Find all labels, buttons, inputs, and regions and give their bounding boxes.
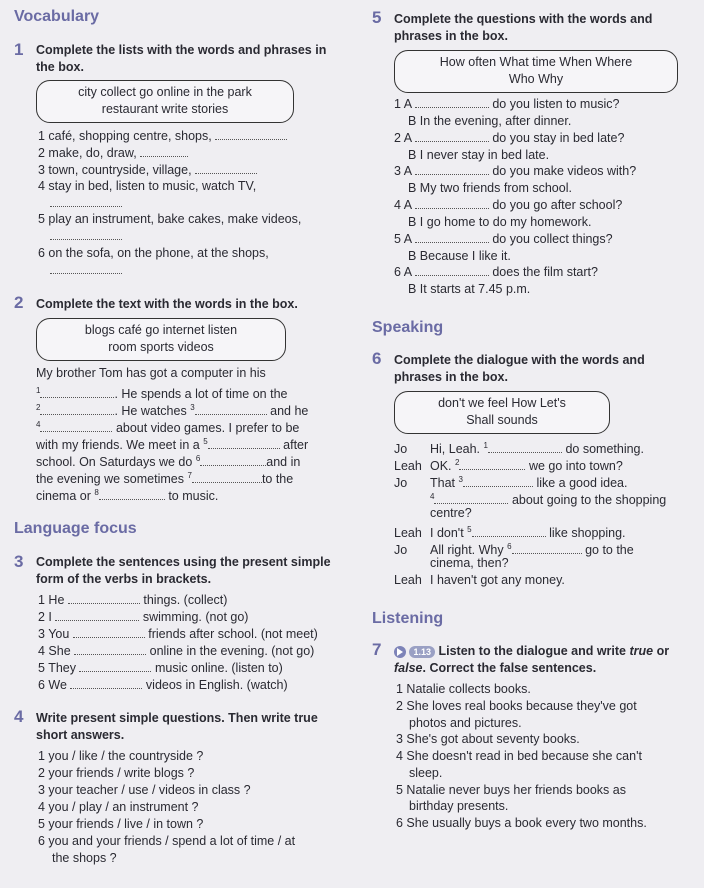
instruction-text-true: true (629, 644, 654, 658)
ex7-item-5-cont: birthday presents. (409, 799, 509, 813)
word-box-line-2: Shall sounds (466, 413, 538, 427)
ex3-start: 1 He (38, 593, 65, 607)
answer-gap[interactable] (215, 129, 287, 140)
ex2-text: He spends a lot of time on the (121, 387, 288, 402)
speaker-name: Leah (394, 526, 422, 541)
ex1-item-6-gap[interactable] (50, 262, 122, 279)
exercise-4-instruction-line-2: short answers. (36, 728, 125, 742)
ex5-q-text: do you make videos with? (492, 164, 637, 178)
ex2-text: the evening we sometimes (36, 472, 184, 487)
dialogue-text: OK. (430, 459, 452, 474)
exercise-6-instruction-line-2: phrases in the box. (394, 370, 508, 384)
answer-gap[interactable] (415, 164, 489, 175)
dialogue-text: about going to the shopping (511, 493, 667, 508)
ex5-q-label: 3 A (394, 164, 412, 178)
ex5-q4 (394, 197, 622, 214)
ex1-item-6: 6 on the sofa, on the phone, at the shops, (38, 246, 269, 260)
ex5-q6 (394, 264, 598, 281)
exercise-5-number: 5 (372, 8, 382, 27)
gap-number: 5 (467, 525, 472, 534)
listening-heading: Listening (372, 610, 444, 627)
dialogue-text: we go into town? (528, 459, 623, 474)
answer-gap[interactable] (79, 661, 151, 672)
dialogue-text: That (430, 476, 456, 491)
ex3-end: friends after school. (not meet) (148, 627, 318, 641)
ex5-q-label: 1 A (394, 97, 412, 111)
dialogue-text: Hi, Leah. (430, 442, 481, 457)
exercise-1-word-box (36, 80, 294, 123)
gap-number: 1 (36, 386, 41, 395)
ex2-text: to the (261, 472, 294, 487)
word-box-line-2: room sports videos (108, 340, 214, 354)
exercise-3-number: 3 (14, 552, 24, 571)
exercise-5-word-box (394, 50, 678, 93)
ex3-item-1 (38, 592, 227, 609)
ex1-item-2-text: 2 make, do, draw, (38, 146, 137, 160)
ex2-line-8 (36, 484, 218, 505)
ex1-item-4-gap[interactable] (50, 195, 122, 212)
ex7-item-4: 4 She doesn't read in bed because she can't (396, 749, 642, 763)
ex3-start: 2 I (38, 610, 52, 624)
ex5-q5 (394, 231, 613, 248)
ex5-a5: B Because I like it. (408, 249, 511, 263)
ex3-item-5 (38, 660, 283, 677)
gap-number: 8 (94, 488, 99, 497)
speaker-name: Leah (394, 459, 422, 474)
ex7-item-5: 5 Natalie never buys her friends books as (396, 783, 626, 797)
answer-gap[interactable] (68, 593, 140, 604)
ex7-item-3: 3 She's got about seventy books. (396, 732, 580, 746)
speaker-name: Jo (394, 543, 408, 558)
speaker-name: Jo (394, 476, 408, 491)
gap-number: 3 (458, 475, 463, 484)
word-box-line-2: restaurant write stories (101, 102, 229, 116)
ex5-q-text: do you collect things? (492, 232, 613, 246)
exercise-1-number: 1 (14, 40, 24, 59)
answer-gap[interactable] (488, 442, 562, 453)
ex5-a2: B I never stay in bed late. (408, 148, 550, 162)
answer-gap[interactable] (195, 163, 257, 174)
answer-gap[interactable] (434, 493, 508, 504)
word-box-line-2: Who Why (508, 72, 564, 86)
answer-gap[interactable] (472, 526, 546, 537)
ex5-q-text: do you go after school? (492, 198, 623, 212)
ex7-item-6: 6 She usually buys a book every two months. (396, 816, 647, 830)
answer-gap[interactable] (74, 644, 146, 655)
ex3-end: online in the evening. (not go) (149, 644, 315, 658)
ex3-end: music online. (listen to) (154, 661, 283, 675)
ex5-q1 (394, 96, 620, 113)
exercise-2-instruction: Complete the text with the words in the box. (36, 297, 298, 311)
exercise-5-instruction-line-1: Complete the questions with the words and (394, 12, 653, 26)
dialogue-text: I haven't got any money. (430, 573, 565, 587)
ex2-line-1: My brother Tom has got a computer in his (36, 366, 266, 380)
answer-gap[interactable] (55, 610, 139, 621)
ex3-end: swimming. (not go) (142, 610, 249, 624)
ex5-q-label: 6 A (394, 265, 412, 279)
ex4-item-1: 1 you / like / the countryside ? (38, 749, 204, 763)
ex5-q-text: does the film start? (492, 265, 598, 279)
language-focus-heading: Language focus (14, 520, 137, 537)
ex5-a4: B I go home to do my homework. (408, 215, 592, 229)
ex3-start: 4 She (38, 644, 71, 658)
ex2-text: about video games. I prefer to be (115, 421, 300, 436)
ex2-text: and he (270, 404, 309, 419)
vocabulary-heading: Vocabulary (14, 8, 100, 25)
answer-gap[interactable] (208, 438, 280, 449)
instruction-text-or: or (656, 644, 670, 658)
ex5-q-text: do you listen to music? (492, 97, 620, 111)
dialogue-line-6-cont: cinema, then? (430, 556, 509, 570)
ex5-a6: B It starts at 7.45 p.m. (408, 282, 531, 296)
answer-gap[interactable] (415, 131, 489, 142)
instruction-text-false: false (394, 661, 423, 675)
ex1-item-2 (38, 145, 188, 162)
gap-number: 1 (483, 441, 488, 450)
ex2-text: cinema or (36, 489, 91, 504)
dialogue-text: go to the (585, 543, 634, 558)
answer-gap[interactable] (73, 627, 145, 638)
ex3-item-6 (38, 677, 288, 694)
answer-gap[interactable] (40, 387, 114, 398)
ex3-item-2 (38, 609, 248, 626)
ex4-item-5: 5 your friends / live / in town ? (38, 817, 204, 831)
audio-icon[interactable] (394, 646, 406, 658)
gap-number: 7 (187, 471, 192, 480)
exercise-2-word-box (36, 318, 286, 361)
dialogue-line-7 (394, 572, 565, 589)
gap-number: 4 (430, 492, 435, 501)
gap-number: 3 (190, 403, 195, 412)
instruction-text: Listen to the dialogue and write (438, 644, 627, 658)
answer-gap[interactable] (415, 232, 489, 243)
instruction-text: . Correct the false sentences. (422, 661, 597, 675)
exercise-7-number: 7 (372, 640, 382, 659)
track-number: 1.13 (409, 646, 435, 658)
dialogue-text: All right. Why (430, 543, 504, 558)
ex1-item-3-text: 3 town, countryside, village, (38, 163, 192, 177)
ex4-item-6: 6 you and your friends / spend a lot of time / at (38, 834, 296, 848)
ex4-item-3: 3 your teacher / use / videos in class ? (38, 783, 251, 797)
ex1-item-1 (38, 128, 287, 145)
ex4-item-6-cont: the shops ? (52, 851, 117, 865)
answer-gap[interactable] (99, 489, 165, 500)
ex4-item-4: 4 you / play / an instrument ? (38, 800, 199, 814)
ex7-item-4-cont: sleep. (409, 766, 443, 780)
answer-gap[interactable] (192, 472, 262, 483)
ex4-item-2: 2 your friends / write blogs ? (38, 766, 195, 780)
gap-number: 6 (507, 542, 512, 551)
answer-gap[interactable] (463, 476, 533, 487)
answer-gap[interactable] (70, 678, 142, 689)
word-box-line-1: How often What time When Where (439, 55, 633, 69)
ex5-q-label: 4 A (394, 198, 412, 212)
exercise-3-instruction-line-2: form of the verbs in brackets. (36, 572, 212, 586)
ex5-q-text: do you stay in bed late? (492, 131, 625, 145)
ex2-text: and in (266, 455, 301, 470)
answer-gap[interactable] (200, 455, 266, 466)
ex1-item-4: 4 stay in bed, listen to music, watch TV, (38, 179, 257, 193)
ex5-q3 (394, 163, 636, 180)
exercise-4-number: 4 (14, 707, 24, 726)
ex1-item-5: 5 play an instrument, bake cakes, make videos, (38, 212, 302, 226)
exercise-7-instruction-line-1 (394, 643, 669, 660)
ex5-a3: B My two friends from school. (408, 181, 572, 195)
dialogue-line-4-cont: centre? (430, 506, 472, 520)
ex1-item-3 (38, 162, 257, 179)
dialogue-text: do something. (565, 442, 644, 457)
ex2-text: with my friends. We meet in a (36, 438, 200, 453)
answer-gap[interactable] (415, 198, 489, 209)
ex3-end: things. (collect) (143, 593, 228, 607)
gap-number: 6 (195, 454, 201, 463)
ex2-text: . He watches (114, 404, 187, 419)
exercise-6-word-box (394, 391, 610, 434)
exercise-3-instruction-line-1: Complete the sentences using the present simple (36, 555, 331, 569)
speaking-heading: Speaking (372, 319, 444, 336)
ex1-item-1-text: 1 café, shopping centre, shops, (38, 129, 212, 143)
ex5-q-label: 2 A (394, 131, 412, 145)
answer-gap[interactable] (195, 404, 267, 415)
ex2-text: to music. (168, 489, 219, 504)
dialogue-text: like shopping. (549, 526, 626, 541)
ex3-item-4 (38, 643, 314, 660)
word-box-line-1: don't we feel How Let's (438, 396, 566, 410)
ex2-text: after (283, 438, 309, 453)
word-box-line-1: blogs café go internet listen (84, 323, 238, 337)
answer-gap[interactable] (40, 421, 112, 432)
ex2-line-2: $^1$ . He spends a lot of time on the (36, 386, 288, 402)
word-box-line-1: city collect go online in the park (78, 85, 252, 99)
answer-gap[interactable] (512, 543, 582, 554)
exercise-2-number: 2 (14, 293, 24, 312)
dialogue-text: I don't (430, 526, 464, 541)
ex5-a1: B In the evening, after dinner. (408, 114, 572, 128)
answer-gap[interactable] (459, 459, 525, 470)
ex5-q-label: 5 A (394, 232, 412, 246)
exercise-7-instruction-line-2 (394, 660, 596, 677)
ex3-start: 5 They (38, 661, 76, 675)
ex1-item-5-gap[interactable] (50, 228, 122, 245)
answer-gap[interactable] (415, 97, 489, 108)
exercise-6-instruction-line-1: Complete the dialogue with the words and (394, 353, 645, 367)
exercise-1-instruction-line-2: the box. (36, 60, 84, 74)
speaker-name: Jo (394, 442, 408, 457)
gap-number: 2 (455, 458, 460, 467)
exercise-4-instruction-line-1: Write present simple questions. Then write true (36, 711, 318, 725)
answer-gap[interactable] (140, 146, 188, 157)
exercise-5-instruction-line-2: phrases in the box. (394, 29, 508, 43)
answer-gap[interactable] (40, 404, 114, 415)
answer-gap[interactable] (415, 265, 489, 276)
ex2-text: school. On Saturdays we do (36, 455, 193, 470)
ex7-item-2-cont: photos and pictures. (409, 716, 522, 730)
ex5-q2 (394, 130, 624, 147)
ex3-end: videos in English. (watch) (145, 678, 288, 692)
ex3-start: 3 You (38, 627, 70, 641)
exercise-6-number: 6 (372, 349, 382, 368)
dialogue-text: like a good idea. (536, 476, 628, 491)
ex3-start: 6 We (38, 678, 67, 692)
ex3-item-3 (38, 626, 318, 643)
speaker-name: Leah (394, 573, 422, 587)
gap-number: 2 (36, 403, 41, 412)
ex7-item-2: 2 She loves real books because they've got (396, 699, 637, 713)
exercise-1-instruction-line-1: Complete the lists with the words and phrases in (36, 43, 327, 57)
gap-number: 5 (203, 437, 208, 446)
ex7-item-1: 1 Natalie collects books. (396, 682, 531, 696)
gap-number: 4 (36, 420, 41, 429)
